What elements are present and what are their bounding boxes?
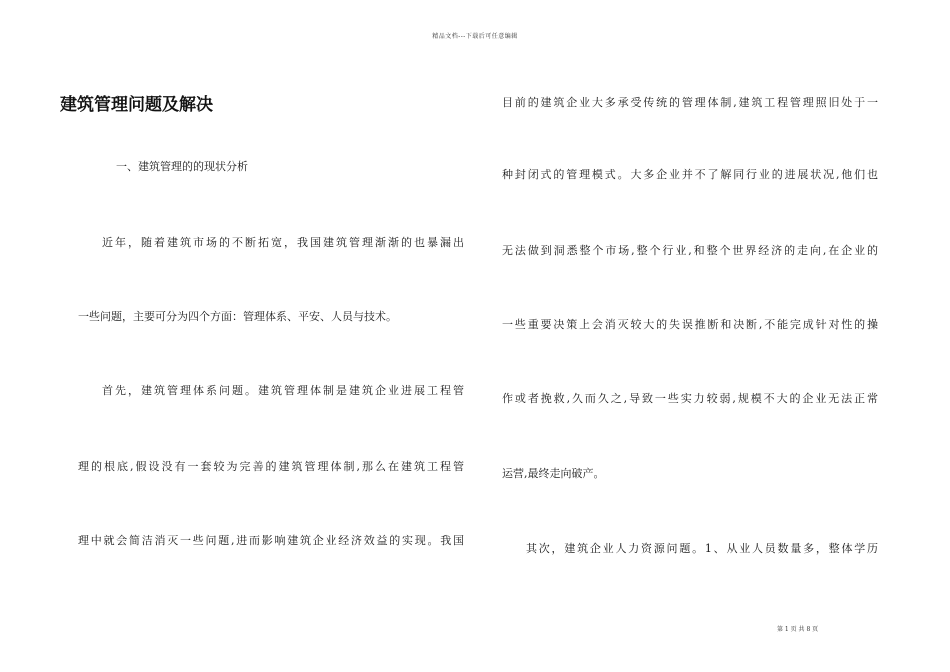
- paragraph-line: 一些重要决策上会消灭较大的失误推断和决断,不能完成针对性的操: [502, 318, 878, 331]
- paragraph-line: 理中就会简洁消灭一些问题,进而影响建筑企业经济效益的实现。我国: [78, 534, 464, 547]
- page-number: 第 1 页 共 8 页: [777, 626, 819, 633]
- page-header: 精品文档---下载后可任意编辑: [432, 33, 518, 40]
- document-title: 建筑管理问题及解决: [60, 95, 213, 115]
- paragraph-line: 运营,最终走向破产。: [502, 467, 605, 480]
- paragraph-line: 作或者挽救,久而久之,导致一些实力较弱,规模不大的企业无法正常: [502, 392, 878, 405]
- paragraph-line: 其次，建筑企业人力资源问题。1、从业人员数量多，整体学历: [526, 542, 878, 555]
- paragraph-line: 种封闭式的管理模式。大多企业并不了解同行业的进展状况,他们也: [502, 168, 878, 181]
- paragraph-line: 目前的建筑企业大多承受传统的管理体制,建筑工程管理照旧处于一: [502, 96, 878, 109]
- paragraph-line: 理的根底,假设没有一套较为完善的建筑管理体制,那么在建筑工程管: [78, 460, 464, 473]
- section-heading: 一、建筑管理的的现状分析: [116, 160, 248, 173]
- paragraph-line: 无法做到洞悉整个市场,整个行业,和整个世界经济的走向,在企业的: [502, 244, 878, 257]
- paragraph-line: 首先，建筑管理体系问题。建筑管理体制是建筑企业进展工程管: [102, 384, 464, 397]
- paragraph-line: 一些问题，主要可分为四个方面：管理体系、平安、人员与技术。: [78, 310, 397, 323]
- paragraph-line: 近年，随着建筑市场的不断拓宽，我国建筑管理渐渐的也暴漏出: [102, 236, 464, 249]
